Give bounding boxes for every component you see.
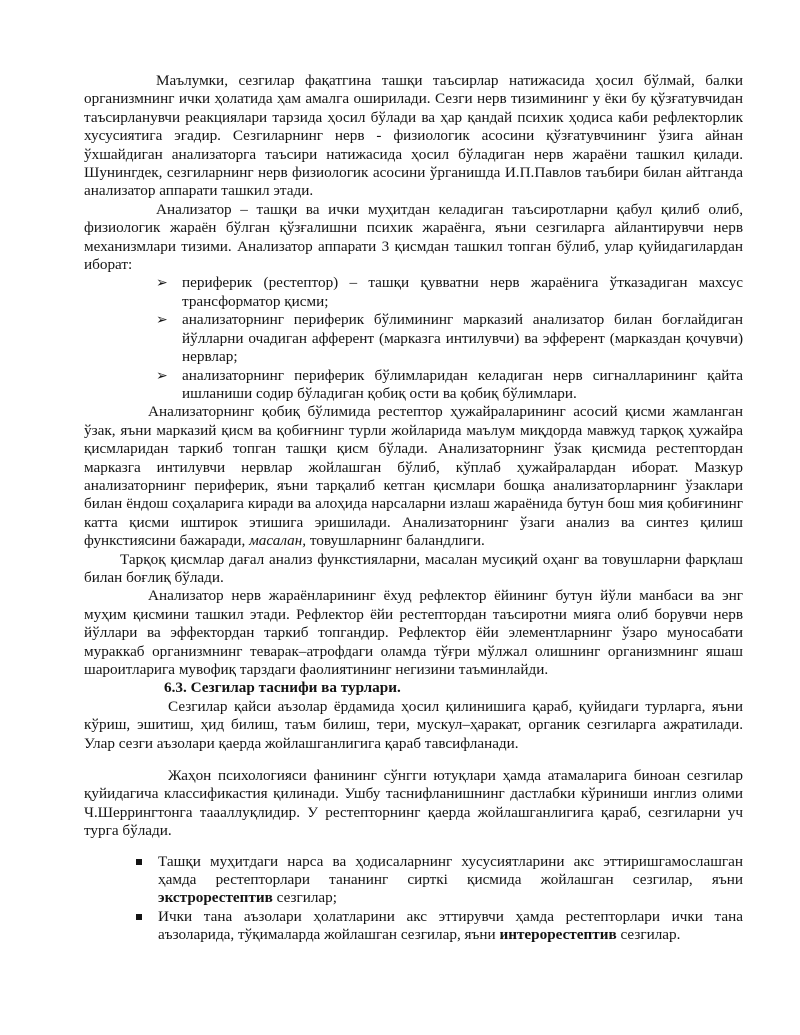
list-item-text: периферик (рестептор) – ташқи қувватни нерв жараёнига ўтказадиган махсус трансформатор қисми; (182, 274, 743, 310)
receptor-types-list (84, 853, 743, 945)
paragraph-intro: Маълумки, сезгилар фақатгина ташқи таъсирлар натижасида ҳосил бўлмай, балки организмнинг ички ҳолатида ҳам амалга оширилади. Сезги нерв тизимининг у ёки бу қўзғатувчидан таъсирланувчи реакциялари тарзида ҳосил бўлади ва ҳар қандай психик ҳодиса каби рефлекторлик хусусиятига эгадир. Сезгиларнинг нерв - физиологик асосини қўзғатувчининг ўзига айнан ўхшайдиган анализаторга таъсири натижасида ҳосил бўладиган нерв жараёни ташкил қилади. Шунингдек, сезгиларнинг нерв физиологик асосини ўрганишда И.П.Павлов таъбири билан айтганда анализатор аппарати ташкил этади. (84, 72, 743, 200)
list-item-tail: сезгилар; (276, 889, 337, 907)
list-item (156, 311, 743, 366)
list-item (136, 908, 743, 945)
paragraph-cortex-section (84, 403, 743, 550)
paragraph-classification: Жаҳон психологияси фанининг сўнгги ютуқлари ҳамда атамаларига биноан сезгилар қуйидагича классификастия қилинади. Ушбу таснифланишнинг дастлабки кўриниши инглиз олими Ч.Шеррингтонга таааллуқлидир. У рестепторнинг қаерда жойлашганлигига қараб, сезгиларни уч турга бўлади. (84, 767, 743, 840)
list-item-text: анализаторнинг периферик бўлимининг марказий анализатор билан боғлайдиган йўлларни очадиган афферент (марказга интилувчи) ва эфферент (марказдан қочувчи) нервлар; (182, 311, 743, 366)
square-bullet-icon (136, 914, 142, 920)
list-item (136, 853, 743, 908)
italic-example: масалан, (249, 532, 307, 550)
paragraph-analyzer-definition: Анализатор – ташқи ва ички муҳитдан келадиган таъсиротларни қабул қилиб олиб, физиологик жараён бўлган қўзғалишни психик жараёнга, яъни сезгиларга айлантирувчи нерв механизмлари тизими. Анализатор аппарати 3 қисмдан ташкил топган бўлиб, улар қуйидагилардан иборат: (84, 200, 743, 274)
paragraph-dispersed-parts: Тарқоқ қисмлар дағал анализ функстияларни, масалан мусиқий оҳанг ва товушларни фарқлаш билан боғлиқ бўлади. (84, 550, 743, 586)
list-item (156, 367, 743, 404)
list-item-text: Ички тана аъзолари ҳолатларини акс эттирувчи ҳамда рестепторлари ички тана аъзоларида, тўқималарда жойлашган сезгилар, яъни (158, 907, 743, 944)
paragraph-sensation-types: Сезгилар қайси аъзолар ёрдамида ҳосил қилинишига қараб, қуйидаги турларга, яъни кўриш, эшитиш, ҳид билиш, таъм билиш, тери, мускул–ҳаракат, органик сезгиларга ажратилади. Улар сезги аъзолари қаерда жойлашганлигига қараб тавсифланади. (84, 697, 743, 752)
list-item-tail: сезгилар. (620, 926, 681, 944)
term-bold: интерорестептив (499, 926, 617, 944)
square-bullet-icon (136, 859, 142, 865)
arrow-bullet-icon: ➢ (156, 312, 168, 329)
paragraph-text-end: товушларнинг баландлиги. (309, 532, 485, 550)
spacer (84, 841, 743, 853)
arrow-bullet-icon: ➢ (156, 367, 168, 384)
list-item-text: анализаторнинг периферик бўлимларидан келадиган нерв сигналларининг қайта ишланиши содир бўладиган қобиқ ости ва қобиқ бўлимлари. (182, 366, 743, 402)
paragraph-text: Анализаторнинг қобиқ бўлимида рестептор ҳужайраларининг асосий қисми жамланган ўзак, яъни марказий қисм ва қобиғнинг турли жойларида маълум миқдорда мавжуд тарқоқ ҳужайра қисмларидан таркиб топган ташқи қисм бўлади. Анализаторнинг ўзак қисмида рестептордан марказга интилувчи нервлар жойлашган бўлиб, кўплаб ҳужайралардан иборат. Мазкур анализаторнинг периферик, яъни тарқалиб кетган қисмлари бошқа анализаторларнинг ўзаклари билан ёндош соҳаларига киради ва алоҳида нарсаларни излаш жараёнида бутун бош мия қобиғининг катта қисми иштирок этишига эришилади. Анализаторнинг ўзаги анализ ва синтез қилиш функстиясини бажаради, (84, 403, 743, 550)
list-item-text: Ташқи муҳитдаги нарса ва ҳодисаларнинг хусусиятларини акс эттиришгамослашган ҳамда рестепторлари тананинг сирткі қисмида жойлашган сезгилар, яъни (158, 852, 743, 889)
analyzer-parts-list (84, 274, 743, 403)
term-bold: экстрорестептив (158, 889, 273, 907)
arrow-bullet-icon: ➢ (156, 275, 168, 292)
list-item (156, 274, 743, 311)
paragraph-reflex-arc: Анализатор нерв жараёнларининг ёхуд рефлектор ёйининг бутун йўли манбаси ва энг муҳим қисмини ташкил этади. Рефлектор ёйи рестептордан таъсиротни мияга олиб борувчи нерв йўллари ва эффектордан таркиб топгандир. Рефлектор ёйи элементларнинг ўзаро муносабати мураккаб организмнинг теварак–атрофдаги оламда тўғри мўлжал олишнинг организмнинг яшаш шароитларига мувофиқ тарздаги фаолиятининг негизини таъминлайди. (84, 587, 743, 678)
spacer (84, 753, 743, 767)
section-heading: 6.3. Сезгилар таснифи ва турлари. (164, 679, 401, 697)
